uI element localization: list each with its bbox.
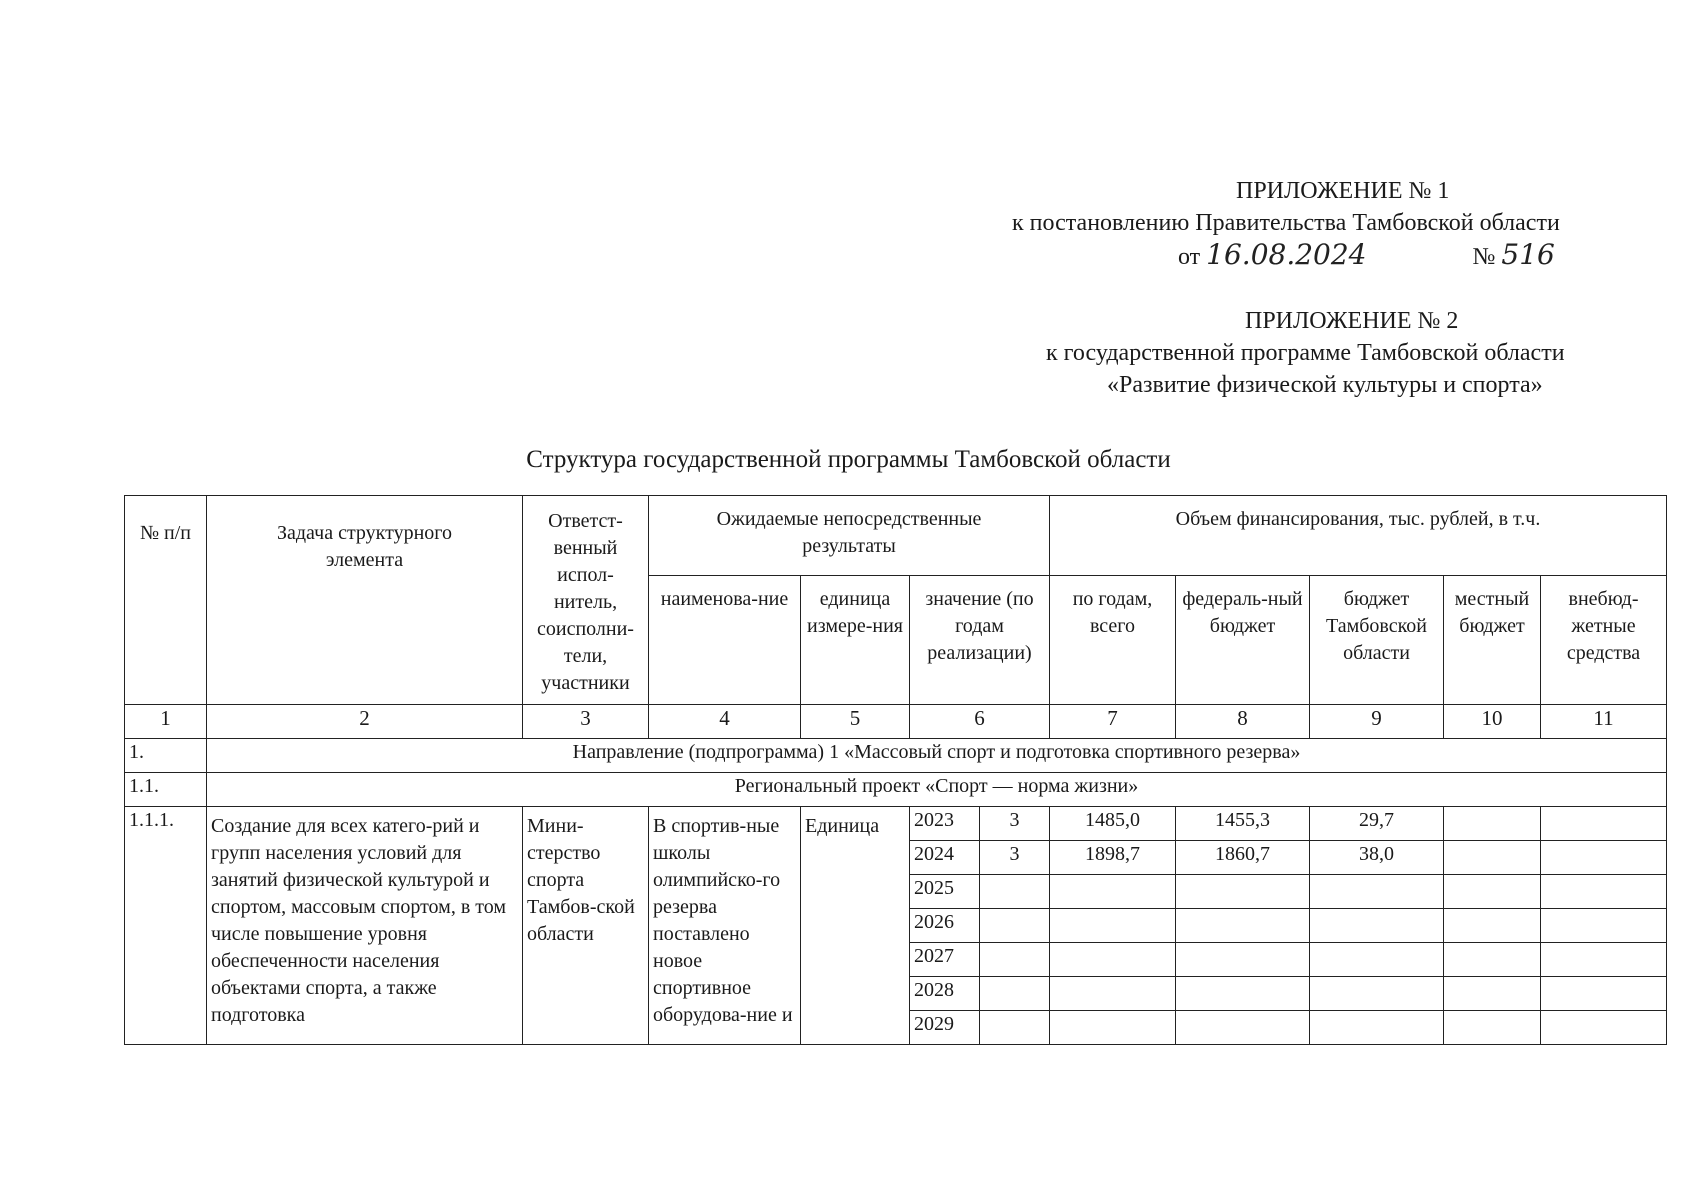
handwritten-date: 16.08.2024 — [1206, 238, 1367, 271]
subsection-row — [125, 773, 1667, 807]
appendix1-reference: к постановлению Правительства Тамбовской области — [1012, 210, 1560, 236]
header-total: по годам, всего — [1050, 576, 1176, 705]
value-cell — [980, 1011, 1050, 1045]
section-row — [125, 739, 1667, 773]
unit-cell: Единица — [801, 807, 910, 1045]
regional-cell — [1310, 1011, 1444, 1045]
handwritten-number: 516 — [1501, 238, 1555, 271]
section-title: Направление (подпрограмма) 1 «Массовый спорт и подготовка спортивного резерва» — [207, 739, 1667, 773]
header-num: № п/п — [125, 496, 207, 705]
federal-cell: 1860,7 — [1176, 841, 1310, 875]
regional-cell: 38,0 — [1310, 841, 1444, 875]
header-row-1 — [125, 496, 1667, 576]
resolution-date-line — [1178, 240, 1555, 272]
local-cell — [1444, 943, 1541, 977]
column-number: 5 — [801, 705, 910, 739]
year-cell: 2026 — [910, 909, 980, 943]
regional-cell: 29,7 — [1310, 807, 1444, 841]
header-extra: внебюд-жетные средства — [1541, 576, 1667, 705]
header-federal: федераль-ный бюджет — [1176, 576, 1310, 705]
federal-cell: 1455,3 — [1176, 807, 1310, 841]
table-row — [125, 807, 1667, 841]
column-number: 4 — [649, 705, 801, 739]
local-cell — [1444, 807, 1541, 841]
appendix2-title: ПРИЛОЖЕНИЕ № 2 — [1245, 308, 1459, 334]
value-cell — [980, 875, 1050, 909]
extra-cell — [1541, 1011, 1667, 1045]
extra-cell — [1541, 943, 1667, 977]
header-unit: единица измере-ния — [801, 576, 910, 705]
value-cell — [980, 909, 1050, 943]
regional-cell — [1310, 909, 1444, 943]
extra-cell — [1541, 909, 1667, 943]
federal-cell — [1176, 875, 1310, 909]
row-number: 1.1.1. — [125, 807, 207, 1045]
header-regional: бюджет Тамбовской области — [1310, 576, 1444, 705]
document-title: Структура государственной программы Тамбовской области — [526, 446, 1171, 473]
value-cell: 3 — [980, 807, 1050, 841]
year-cell: 2024 — [910, 841, 980, 875]
subsection-title: Региональный проект «Спорт — норма жизни» — [207, 773, 1667, 807]
year-cell: 2029 — [910, 1011, 980, 1045]
extra-cell — [1541, 875, 1667, 909]
total-cell: 1898,7 — [1050, 841, 1176, 875]
federal-cell — [1176, 977, 1310, 1011]
column-number: 1 — [125, 705, 207, 739]
extra-cell — [1541, 841, 1667, 875]
year-cell: 2028 — [910, 977, 980, 1011]
column-number: 6 — [910, 705, 1050, 739]
responsible-cell: Мини-стерство спорта Тамбов-ской области — [523, 807, 649, 1045]
year-cell: 2023 — [910, 807, 980, 841]
header-expected-results: Ожидаемые непосредственные результаты — [649, 496, 1050, 576]
extra-cell — [1541, 977, 1667, 1011]
federal-cell — [1176, 943, 1310, 977]
program-name: «Развитие физической культуры и спорта» — [1107, 372, 1543, 398]
column-number: 11 — [1541, 705, 1667, 739]
value-cell — [980, 943, 1050, 977]
local-cell — [1444, 1011, 1541, 1045]
value-cell — [980, 977, 1050, 1011]
column-number: 8 — [1176, 705, 1310, 739]
header-local: местный бюджет — [1444, 576, 1541, 705]
federal-cell — [1176, 909, 1310, 943]
section-number: 1. — [125, 739, 207, 773]
header-responsible: Ответст-венный испол-нитель, соисполни-тели, участники — [523, 496, 649, 705]
total-cell — [1050, 943, 1176, 977]
header-financing: Объем финансирования, тыс. рублей, в т.ч. — [1050, 496, 1667, 576]
local-cell — [1444, 841, 1541, 875]
local-cell — [1444, 909, 1541, 943]
local-cell — [1444, 875, 1541, 909]
value-cell: 3 — [980, 841, 1050, 875]
regional-cell — [1310, 875, 1444, 909]
appendix1-title: ПРИЛОЖЕНИЕ № 1 — [1236, 178, 1450, 204]
year-cell: 2025 — [910, 875, 980, 909]
header-result-name: наименова-ние — [649, 576, 801, 705]
appendix2-reference: к государственной программе Тамбовской области — [1046, 340, 1565, 366]
column-number: 9 — [1310, 705, 1444, 739]
local-cell — [1444, 977, 1541, 1011]
header-task: Задача структурного элемента — [207, 496, 523, 705]
regional-cell — [1310, 977, 1444, 1011]
total-cell — [1050, 977, 1176, 1011]
column-number-row — [125, 705, 1667, 739]
total-cell: 1485,0 — [1050, 807, 1176, 841]
task-cell: Создание для всех катего-рий и групп населения условий для занятий физической культурой и спортом, массовым спортом, в том числе повышение уровня обеспеченности населения объектами спорта, а также подготовка — [207, 807, 523, 1045]
year-cell: 2027 — [910, 943, 980, 977]
federal-cell — [1176, 1011, 1310, 1045]
column-number: 3 — [523, 705, 649, 739]
header-value: значение (по годам реализации) — [910, 576, 1050, 705]
total-cell — [1050, 909, 1176, 943]
result-name-cell: В спортив-ные школы олимпийско-го резерва поставлено новое спортивное оборудова-ние и — [649, 807, 801, 1045]
extra-cell — [1541, 807, 1667, 841]
total-cell — [1050, 875, 1176, 909]
total-cell — [1050, 1011, 1176, 1045]
column-number: 10 — [1444, 705, 1541, 739]
column-number: 7 — [1050, 705, 1176, 739]
number-prefix: № — [1472, 244, 1496, 270]
date-prefix: от — [1178, 244, 1201, 270]
regional-cell — [1310, 943, 1444, 977]
column-number: 2 — [207, 705, 523, 739]
subsection-number: 1.1. — [125, 773, 207, 807]
program-structure-table — [124, 495, 1667, 1045]
